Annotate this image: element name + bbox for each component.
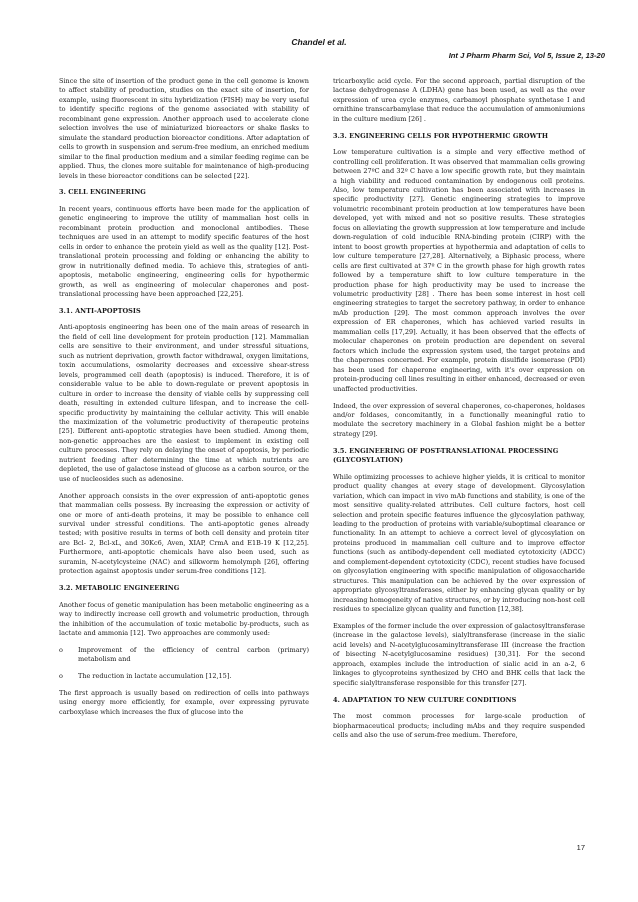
paragraph: While optimizing processes to achieve higher yields, it is critical to monitor product quality changes at every stage of development. Glycosylation variation, which can impact in vivo mAb functions and stability, is one of the most sensitive quality-related attributes. Cell culture factors, host cell selection and protein specific features influence the glycosylation pathway, leading to the production of proteins with variable/suboptimal clearance or functionality. In an attempt to achieve a correct level of glycosylation on proteins produced in mammalian cell culture and to improve effector functions (such as antibody-dependent cell mediated cytotoxicity (ADCC) and complement-dependent cytotoxicity (CDC), recent studies have focused on glycosylation engineering with specific manipulation of oligosaccharide structures. This manipulation can be achieved by the over expression of appropriate glycosyltransferases, either by enhancing glycan quality or by increasing homogeneity of native structures, or by introducing non-host cell residues to specialize glycan quality and function [12,38].	[333, 472, 585, 614]
section-heading-metabolic-engineering: 3.2. METABOLIC ENGINEERING	[59, 584, 180, 593]
bullet-marker: o	[59, 645, 63, 654]
bullet-marker: o	[59, 671, 63, 680]
paragraph: The most common processes for large-scale production of biopharmaceutical products; including mAbs and they require suspended cells and also the use of serum-free medium. Therefore,	[333, 712, 585, 740]
section-heading-anti-apoptosis: 3.1. ANTI-APOPTOSIS	[59, 306, 141, 315]
paragraph: Another focus of genetic manipulation has been metabolic engineering as a way to indirectly increase cell growth and volumetric production, through the inhibition of the accumulation of toxic metabolic by-products, such as lactate and ammonia [12]. Two approaches are commonly used:	[59, 600, 309, 638]
list-item-text: Improvement of the efficiency of central carbon (primary) metabolism and	[78, 645, 309, 664]
running-header-journal: Int J Pharm Pharm Sci, Vol 5, Issue 2, 13-20	[448, 51, 605, 60]
running-header-author: Chandel et al.	[291, 37, 347, 47]
right-column	[333, 77, 585, 748]
paragraph: Low temperature cultivation is a simple and very effective method of controlling cell proliferation. It was observed that mammalian cells growing between 27ºC and 32º C have a low specific growth rate, but they maintain a high viability and reduced contamination by endogenous cell proteins. Also, low temperature cultivation has been associated with increases in specific productivity [27]. Genetic engineering strategies to improve volumetric recombinant protein production at low temperatures have been developed, yet with mixed and not so positive results. These strategies focus on alleviating the growth suppression at low temperature and include down-regulation of cold inducible RNA-binding protein (CIRP) with the intent to boost growth properties at hypothermia and adaptation of cells to low culture temperature [27,28]. Alternatively, a Biphasic process, where cells are first cultivated at 37º C in the growth phase for high growth rates followed by a temperature shift to low culture temperature in the production phase for high productivity may be used to increase the volumetric productivity [28] . There has been some interest in host cell engineering strategies to target the secretory pathway, in order to enhance mAb production [29]. The most common approach involves the over expression of ER chaperones, which has achieved varied results in mammalian cells [17,29]. Actually, it has been observed that the effects of molecular chaperones on protein production are dependent on several factors which include the expression system used, the target proteins and the chaperones concerned. For example, protein disulfide isomerase (PDI) has been used for chaperone engineering, with it's over expression on protein-producing cell lines resulting in either enhanced, decreased or even unaffected productivities.	[333, 148, 585, 393]
section-heading-cell-engineering: 3. CELL ENGINEERING	[59, 188, 146, 197]
page-number: 17	[576, 843, 585, 852]
paragraph: Another approach consists in the over expression of anti-apoptotic genes that mammalian cells possess. By increasing the expression or activity of one or more of anti-death proteins, it may be possible to enhance cell survival under stressful conditions. The anti-apoptotic genes already tested; with positive results in terms of both cell density and protein titer are Bcl- 2, Bcl-xL, and 30Kc6, Aven, XIAP, CrmA and E1B-19 K [12,25]. Furthermore, anti-apoptotic chemicals have also been used, such as suramin, N-acetylcysteine (NAC) and silkworm hemolymph [26], offering protection against apoptosis under serum-free conditions [12].	[59, 491, 309, 576]
paragraph: Indeed, the over expression of several chaperones, co-chaperones, holdases and/or foldases, concomitantly, in a functionally meaningful ratio to modulate the secretory machinery in a Global fashion might be a better strategy [29].	[333, 401, 585, 438]
paragraph: In recent years, continuous efforts have been made for the application of genetic engineering to improve the utility of mammalian host cells in recombinant protein production and monoclonal antibodies. These techniques are used in an attempt to modify specific features of the host cells in order to enhance the protein yield as well as the quality [12]. Post-translational protein processing and folding or enhancing the ability to grow in nutritionally defined media. To achieve this, strategies of anti-apoptosis, metabolic engineering, engineering cells for hypothermic growth, as well as engineering of molecular chaperones and post-translational processing have been approached [22,25].	[59, 204, 309, 299]
list-item-text: The reduction in lactate accumulation [12,15].	[78, 671, 232, 680]
list-item	[59, 672, 309, 681]
section-heading-hypothermic-growth: 3.3. ENGINEERING CELLS FOR HYPOTHERMIC GROWTH	[333, 131, 549, 140]
paragraph: Anti-apoptosis engineering has been one of the main areas of research in the field of cell line development for protein production [12]. Mammalian cells are sensitive to their environment, and under stressful situations, such as nutrient deprivation, growth factor withdrawal, oxygen limitations, toxin accumulations, osmolarity decreases and excessive shear-stress levels, programmed cell death (apoptosis) is induced. Therefore, it is of considerable value to be able to down-regulate or prevent apoptosis in culture in order to increase the density of viable cells by suppressing cell death, resulting in extended culture lifespan, and to increase the cell-specific productivity by maintaining the cellular activity. This will enable the maximization of the volumetric productivity of therapeutic proteins [25]. Different anti-apoptotic strategies have been studied. Among them, non-genetic approaches are the easiest to implement in existing cell culture processes. They rely on delaying the onset of apoptosis, by periodic nutrient feeding after determining the time at which nutrients are depleted, the use of galactose instead of glucose as a carbon source, or the use of nucleosides such as adenosine.	[59, 323, 309, 483]
paragraph: Since the site of insertion of the product gene in the cell genome is known to affect stability of production, studies on the exact site of insertion, for example, using fluorescent in situ hybridization (FISH) may be very useful to identify specific regions of the genome associated with stability of recombinant gene expression. Another approach used to accelerate clone selection involves the use of miniaturized bioreactors or shake flasks to simulate the standard production bioreactor conditions. After adaptation of cells to growth in suspension and serum-free medium, an enriched medium similar to the final production medium and a similar feeding regime can be applied. Thus, the clones more suitable for maintenance of high-producing levels in these bioreactor conditions can be selected [22].	[59, 77, 309, 180]
list-item	[59, 646, 309, 665]
paragraph: The first approach is usually based on redirection of cells into pathways using energy more efficiently, for example, over expressing pyruvate carboxylase which increases the flux of glucose into the	[59, 688, 309, 716]
paragraph: Examples of the former include the over expression of galactosyltransferase (increase in the galactose levels), sialyltransferase (increase in the sialic acid levels) and N-acetylglucosaminyltransferase III (increase the fraction of bisecting N-acetylglucosamine residues) [30,31]. For the second approach, examples include the introduction of sialic acid in an a-2, 6 linkages to glycoproteins synthesized by CHO and BHK cells that lack the specific sialyltransferase responsible for this transfer [27].	[333, 622, 585, 687]
approach-list	[59, 646, 309, 681]
section-heading-adaptation: 4. ADAPTATION TO NEW CULTURE CONDITIONS	[333, 695, 517, 704]
section-heading-post-translational: 3.5. ENGINEERING OF POST-TRANSLATIONAL PROCESSING (GLYCOSYLATION)	[333, 446, 559, 465]
left-column	[59, 77, 309, 725]
paragraph: tricarboxylic acid cycle. For the second approach, partial disruption of the lactase dehydrogenase A (LDHA) gene has been used, as well as the over expression of urea cycle enzymes, carbamoyl phosphate synthetase I and ornithine transcarbamylase that reduce the accumulation of ammoniumions in the culture medium [26] .	[333, 77, 585, 123]
